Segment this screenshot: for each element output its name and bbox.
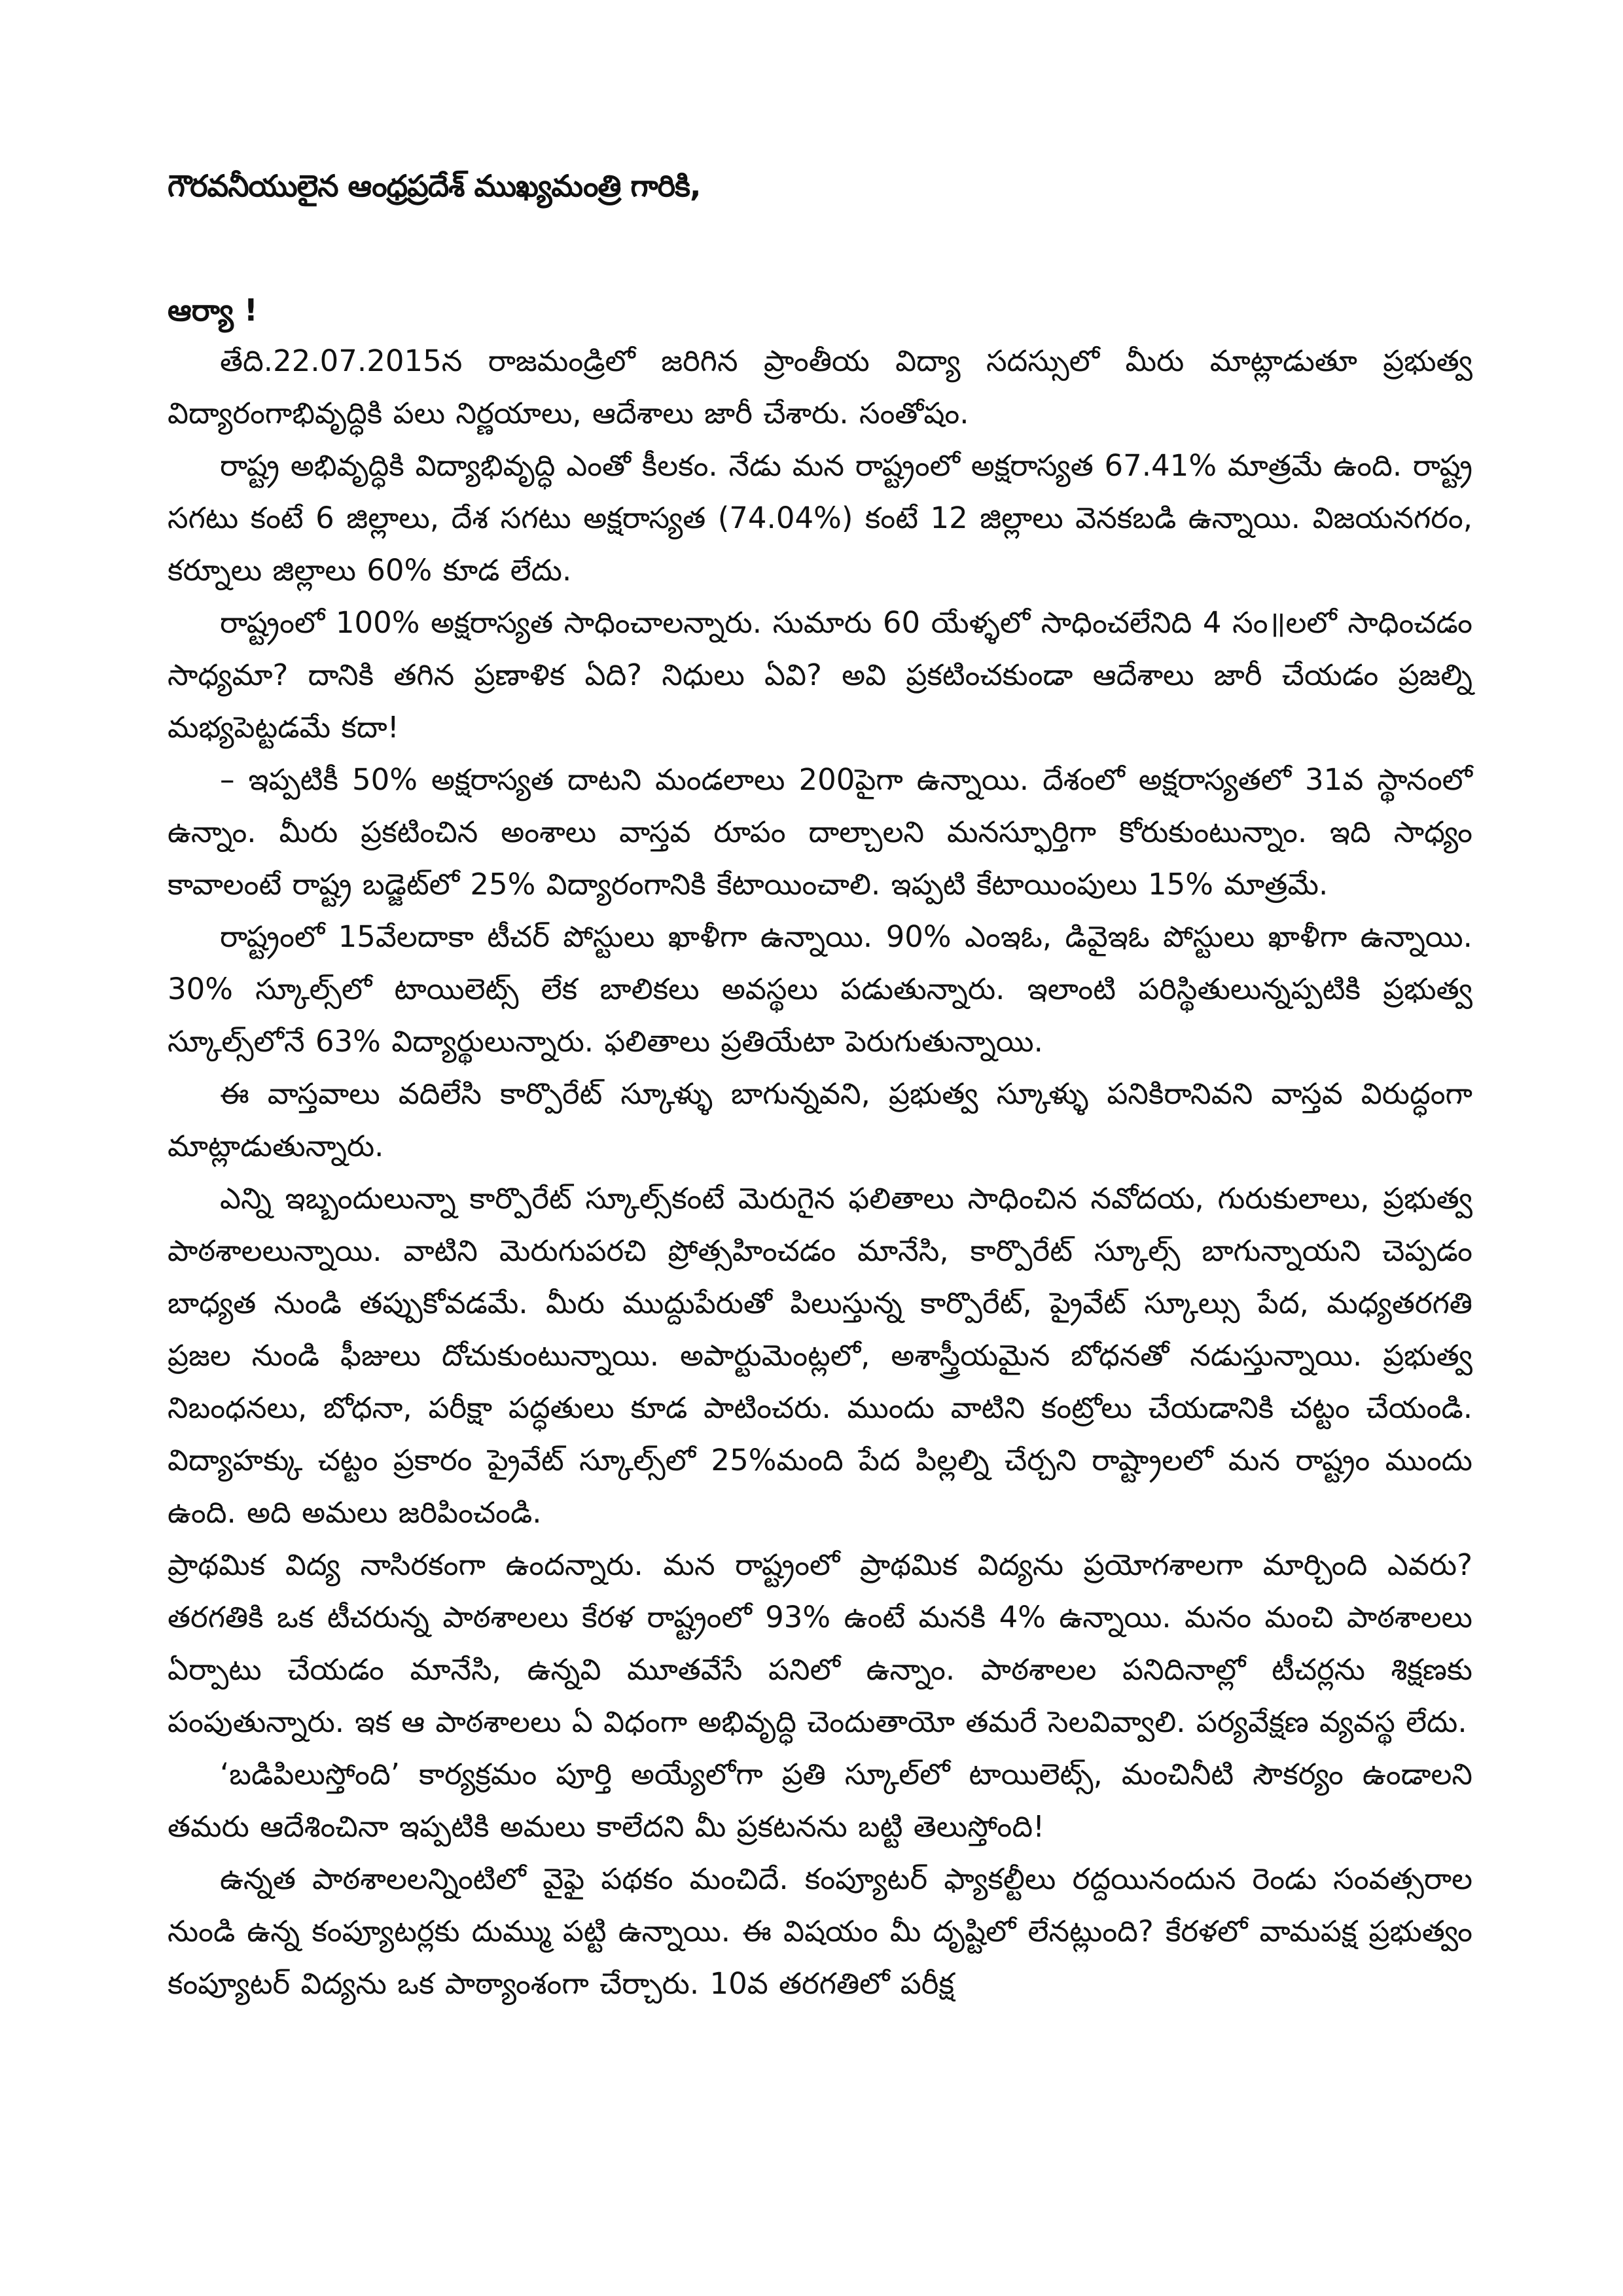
paragraph: ‘బడిపిలుస్తోంది’ కార్యక్రమం పూర్తి అయ్యేలోగా ప్రతి స్కూల్‌లో టాయిలెట్స్, మంచినీటి సౌకర్యం ఉండాలని తమరు ఆదేశించినా ఇప్పటికి అమలు కాలేదని మీ ప్రకటనను బట్టి తెలుస్తోంది! <box>168 1757 1472 1844</box>
paragraph: తేది.22.07.2015న రాజమండ్రిలో జరిగిన ప్రాంతీయ విద్యా సదస్సులో మీరు మాట్లాడుతూ ప్రభుత్వ విద్యారంగాభివృద్ధికి పలు నిర్ణయాలు, ఆదేశాలు జారీ చేశారు. సంతోషం. <box>168 344 1472 431</box>
paragraph: రాష్ట్రంలో 100% అక్షరాస్యత సాధించాలన్నారు. సుమారు 60 యేళ్ళలో సాధించలేనిది 4 సం॥లలో సాధించడం సాధ్యమా? దానికి తగిన ప్రణాళిక ఏది? నిధులు ఏవి? అవి ప్రకటించకుండా ఆదేశాలు జారీ చేయడం ప్రజల్ని మభ్యపెట్టడమే కదా! <box>168 605 1472 745</box>
paragraph: – ఇప్పటికీ 50% అక్షరాస్యత దాటని మండలాలు 200పైగా ఉన్నాయి. దేశంలో అక్షరాస్యతలో 31వ స్థానంలో ఉన్నాం. మీరు ప్రకటించిన అంశాలు వాస్తవ రూపం దాల్చాలని మనస్ఫూర్తిగా కోరుకుంటున్నాం. ఇది సాధ్యం కావాలంటే రాష్ట్ర బడ్జెట్‌లో 25% విద్యారంగానికి కేటాయించాలి. ఇప్పటి కేటాయింపులు 15% మాత్రమే. <box>168 762 1472 902</box>
paragraph: రాష్ట్ర అభివృద్ధికి విద్యాభివృద్ధి ఎంతో కీలకం. నేడు మన రాష్ట్రంలో అక్షరాస్యత 67.41% మాత్రమే ఉంది. రాష్ట్ర సగటు కంటే 6 జిల్లాలు, దేశ సగటు అక్షరాస్యత (74.04%) కంటే 12 జిల్లాలు వెనకబడి ఉన్నాయి. విజయనగరం, కర్నూలు జిల్లాలు 60% కూడ లేదు. <box>168 448 1472 588</box>
recipient-heading: గౌరవనీయులైన ఆంధ్రప్రదేశ్ ముఖ్యమంత్రి గారికి, <box>168 168 701 203</box>
paragraph: ఉన్నత పాఠశాలలన్నింటిలో వైఫై పథకం మంచిదే. కంప్యూటర్ ఫ్యాకల్టీలు రద్దయినందున రెండు సంవత్సరాల నుండి ఉన్న కంప్యూటర్లకు దుమ్ము పట్టి ఉన్నాయి. ఈ విషయం మీ దృష్టిలో లేనట్లుంది? కేరళలో వామపక్ష ప్రభుత్వం కంప్యూటర్ విద్యను ఒక పాఠ్యాంశంగా చేర్చారు. 10వ తరగతిలో పరీక్ష <box>168 1862 1472 2001</box>
paragraph: ఈ వాస్తవాలు వదిలేసి కార్పొరేట్ స్కూళ్ళు బాగున్నవని, ప్రభుత్వ స్కూళ్ళు పనికిరానివని వాస్తవ విరుద్ధంగా మాట్లాడుతున్నారు. <box>168 1076 1472 1163</box>
salutation: ఆర్యా ! <box>168 292 258 328</box>
paragraph: ఎన్ని ఇబ్బందులున్నా కార్పొరేట్ స్కూల్స్‌కంటే మెరుగైన ఫలితాలు సాధించిన నవోదయ, గురుకులాలు, ప్రభుత్వ పాఠశాలలున్నాయి. వాటిని మెరుగుపరచి ప్రోత్సహించడం మానేసి, కార్పొరేట్ స్కూల్స్ బాగున్నాయని చెప్పడం బాధ్యత నుండి తప్పుకోవడమే. మీరు ముద్దుపేరుతో పిలుస్తున్న కార్పొరేట్, ప్రైవేట్ స్కూల్సు పేద, మధ్యతరగతి ప్రజల నుండి ఫీజులు దోచుకుంటున్నాయి. అపార్టుమెంట్లలో, అశాస్త్రీయమైన బోధనతో నడుస్తున్నాయి. ప్రభుత్వ నిబంధనలు, బోధనా, పరీక్షా పద్ధతులు కూడ పాటించరు. ముందు వాటిని కంట్రోలు చేయడానికి చట్టం చేయండి. విద్యాహక్కు చట్టం ప్రకారం ప్రైవేట్ స్కూల్స్‌లో 25%మంది పేద పిల్లల్ని చేర్చని రాష్ట్రాలలో మన రాష్ట్రం ముందు ఉంది. అది అమలు జరిపించండి. <box>168 1181 1472 1530</box>
letter-body <box>168 335 1472 2010</box>
paragraph: రాష్ట్రంలో 15వేలదాకా టీచర్ పోస్టులు ఖాళీగా ఉన్నాయి. 90% ఎంఇఓ, డివైఇఓ పోస్టులు ఖాళీగా ఉన్నాయి. 30% స్కూల్స్‌లో టాయిలెట్స్ లేక బాలికలు అవస్థలు పడుతున్నారు. ఇలాంటి పరిస్థితులున్నప్పటికి ప్రభుత్వ స్కూల్స్‌లోనే 63% విద్యార్థులున్నారు. ఫలితాలు ప్రతియేటా పెరుగుతున్నాయి. <box>168 919 1472 1059</box>
paragraph: ప్రాథమిక విద్య నాసిరకంగా ఉందన్నారు. మన రాష్ట్రంలో ప్రాథమిక విద్యను ప్రయోగశాలగా మార్చింది ఎవరు? తరగతికి ఒక టీచరున్న పాఠశాలలు కేరళ రాష్ట్రంలో 93% ఉంటే మనకి 4% ఉన్నాయి. మనం మంచి పాఠశాలలు ఏర్పాటు చేయడం మానేసి, ఉన్నవి మూతవేసే పనిలో ఉన్నాం. పాఠశాలల పనిదినాల్లో టీచర్లను శిక్షణకు పంపుతున్నారు. ఇక ఆ పాఠశాలలు ఏ విధంగా అభివృద్ధి చెందుతాయో తమరే సెలవివ్వాలి. పర్యవేక్షణ వ్యవస్థ లేదు. <box>168 1547 1472 1739</box>
